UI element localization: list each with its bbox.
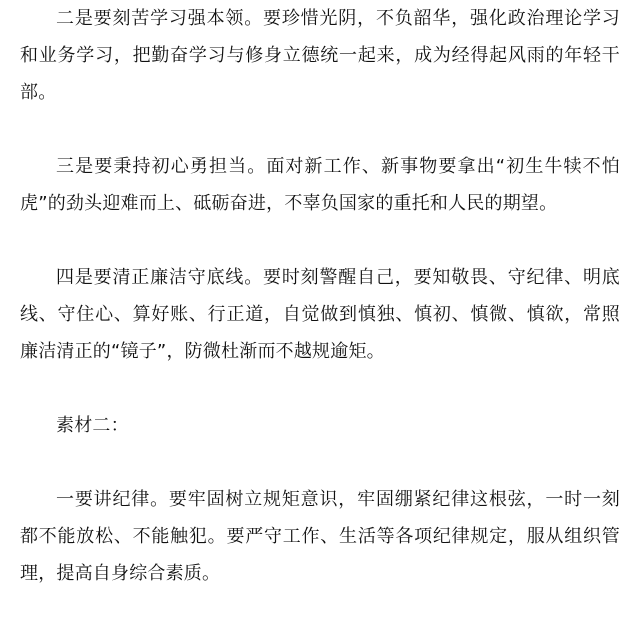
paragraph-gap <box>20 222 620 259</box>
paragraph-gap <box>20 111 620 148</box>
paragraph-discipline: 一要讲纪律。要牢固树立规矩意识，牢固绷紧纪律这根弦，一时一刻都不能放松、不能触犯。要严守工作、生活等各项纪律规定，服从组织管理，提高自身综合素质。 <box>20 489 620 584</box>
paragraph-original-aspiration: 三是要秉持初心勇担当。面对新工作、新事物要拿出“初生牛犊不怕虎”的劲头迎难而上、砥砺奋进，不辜负国家的重托和人民的期望。 <box>20 156 620 214</box>
paragraph-gap <box>20 370 620 407</box>
document-body <box>20 0 620 592</box>
paragraph-study: 二是要刻苦学习强本领。要珍惜光阴，不负韶华，强化政治理论学习和业务学习，把勤奋学习与修身立德统一起来，成为经得起风雨的年轻干部。 <box>20 8 620 103</box>
paragraph-integrity: 四是要清正廉洁守底线。要时刻警醒自己，要知敬畏、守纪律、明底线、守住心、算好账、行正道，自觉做到慎独、慎初、慎微、慎欲，常照廉洁清正的“镜子”，防微杜渐而不越规逾矩。 <box>20 267 620 362</box>
section-heading-material-two: 素材二： <box>56 415 129 436</box>
paragraph-gap <box>20 444 620 481</box>
